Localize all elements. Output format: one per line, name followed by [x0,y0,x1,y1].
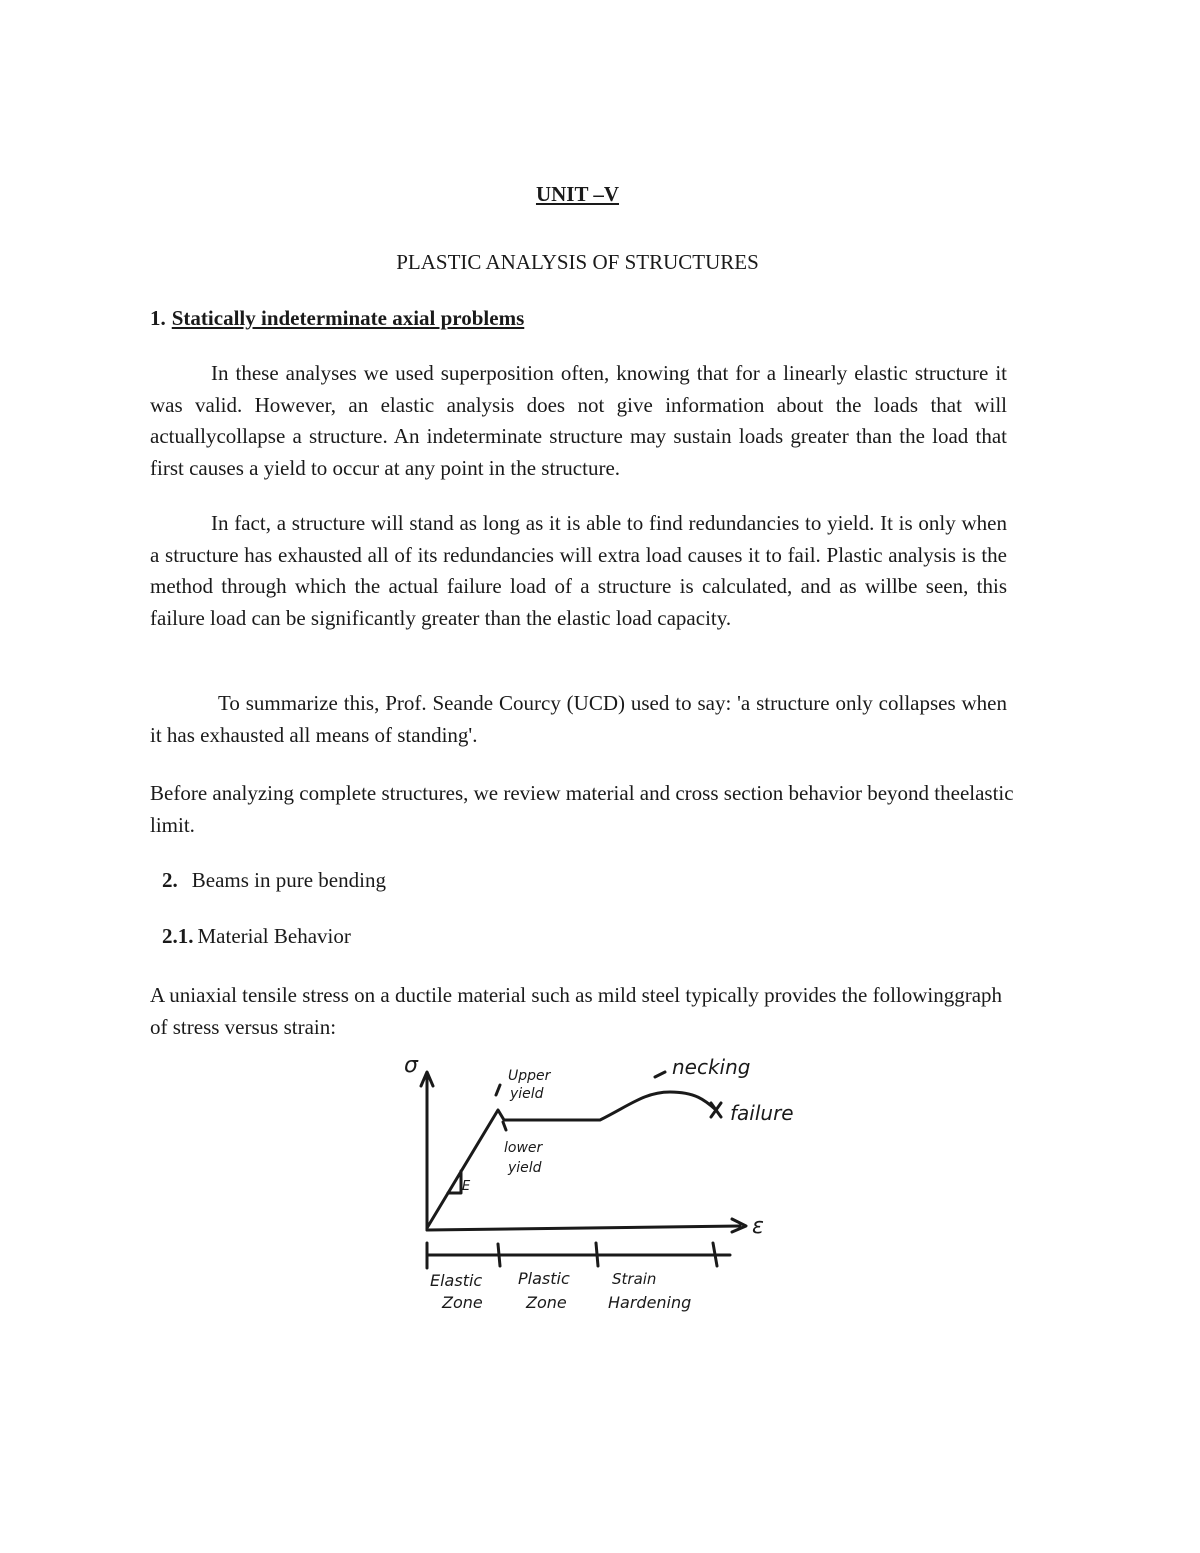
section-2-title: Beams in pure bending [191,868,386,892]
zone-tick-strain-end [713,1243,717,1266]
lower-yield-pointer [503,1122,506,1130]
upper-yield-pointer [496,1085,500,1095]
x-axis-line [427,1226,740,1230]
unit-title: UNIT –V [535,182,620,206]
necking-pointer [655,1072,665,1077]
zone-strain-label-1: Strain [612,1270,657,1288]
necking-label: necking [672,1055,751,1079]
lower-yield-label-2: yield [508,1160,542,1176]
failure-label: failure [730,1101,794,1125]
x-axis-label: ε [752,1214,764,1239]
stress-strain-sketch [380,1030,840,1330]
paragraph-material: A uniaxial tensile stress on a ductile material such as mild steel typically provides the followinggraph of stress versus strain: [150,983,1003,1039]
section-1-title: Statically indeterminate axial problems [171,306,525,330]
main-title: PLASTIC ANALYSIS OF STRUCTURES [396,250,759,274]
stress-strain-curve [427,1092,716,1228]
stress-strain-figure [380,1030,840,1330]
section-2-number: 2. [162,868,178,892]
y-axis-label: σ [404,1053,418,1078]
lower-yield-label-1: lower [504,1140,543,1156]
zone-strain-label-2: Hardening [608,1293,692,1312]
zone-plastic-label-2: Zone [526,1293,567,1312]
zone-tick-plastic-end [596,1243,598,1266]
section-1-number: 1. [150,306,166,330]
failure-mark [711,1103,721,1117]
section-2-heading [162,868,386,893]
section-1-heading [150,306,524,331]
upper-yield-label-1: Upper [508,1068,551,1084]
section-2-1-title: Material Behavior [197,924,351,948]
slope-label: E [462,1179,471,1194]
upper-yield-label-2: yield [510,1086,544,1102]
paragraph-review: Before analyzing complete structures, we review material and cross section behavior beyond theelastic limit. [150,781,1014,837]
section-2-1-heading [162,924,351,949]
section-2-1-number: 2.1. [162,924,194,948]
zone-plastic-label-1: Plastic [518,1269,570,1288]
paragraph-superposition: In these analyses we used superposition often, knowing that for a linearly elastic structure it was valid. However, an elastic analysis does not give information about the loads that will actuallycollapse a structure. An indeterminate structure may sustain loads greater than the load that first causes a yield to occur at any point in the structure. [150,361,1007,480]
zone-elastic-label-1: Elastic [430,1271,483,1290]
paragraph-redundancies: In fact, a structure will stand as long as it is able to find redundancies to yield. It is only when a structure has exhausted all of its redundancies will extra load causes it to fail. Plastic analysis is the method through which the actual failure load of a structure is calculated, and as willbe seen, this failure load can be significantly greater than the elastic load capacity. [150,511,1007,630]
zone-elastic-label-2: Zone [442,1293,483,1312]
zone-tick-elastic-end [498,1244,500,1266]
paragraph-quote: To summarize this, Prof. Seande Courcy (UCD) used to say: 'a structure only collapses when it has exhausted all means of standing'. [150,691,1007,747]
